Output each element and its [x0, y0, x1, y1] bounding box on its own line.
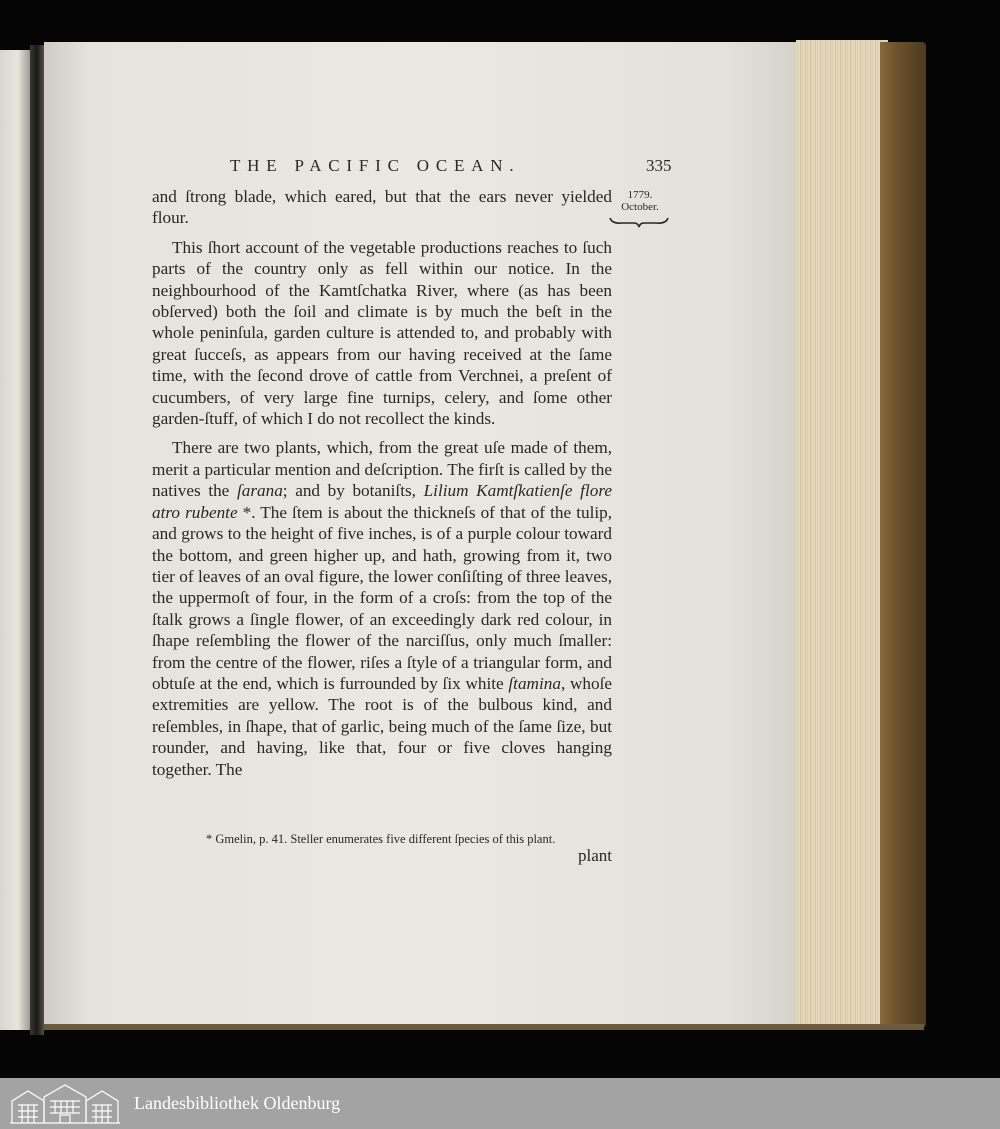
paragraph-text: ; and by botaniſts, [282, 481, 424, 501]
italic-text: ſarana [236, 481, 283, 501]
catchword: plant [578, 846, 612, 865]
paragraph-text: This ſhort account of the vegetable productions reaches to ſuch parts of the country only as fell within our notice. In the neighbourhood of the Kamtſchatka River, where (as has been obſerved) both the ſoil and climate is by much the beſt in the whole peninſula, garden culture is attended to, and probably with great ſucceſs, as appears from our having received at the ſame time, with the ſecond drove of cattle from Verchnei, a preſent of cucumbers, of very large fine turnips, celery, and ſome other garden-ſtuff, of which I do not recollect the kinds. [152, 237, 612, 429]
left-page-edge [0, 50, 30, 1030]
paragraph-text: *. The ſtem is about the thickneſs of that of the tulip, and grows to the height of five inches, is of a purple colour toward the bottom, and green higher up, and hath, growing from it, two tier of leaves of an oval figure, the lower conſiſting of three leaves, the uppermoſt of four, in the form of a croſs: from the top of the ſtalk grows a ſingle flower, of an exceedingly dark red colour, in ſhape reſembling the flower of the narciſſus, only much ſmaller: from the centre of the flower, riſes a ſtyle of a triangular form, and obtuſe at the end, which is furrounded by ſix white [152, 502, 613, 693]
italic-text: ſtamina [508, 673, 561, 693]
book-gutter [30, 45, 44, 1035]
italic-text: Lilium Kamtſkatienſe flore atro rubente [152, 481, 613, 522]
paragraph-text: , whoſe extremities are yellow. The root is of the bulbous kind, and reſembles, in ſhape, that of garlic, being much of the ſame ſize, but rounder, and having, like that, four or five cloves hanging together. The [152, 673, 612, 779]
book-bottom-edge [44, 1024, 924, 1030]
footnote: * Gmelin, p. 41. Steller enumerates five different ſpecies of this plant. [206, 832, 556, 846]
margin-note [612, 190, 668, 213]
page-fore-edge [796, 40, 888, 1030]
paragraph-text: There are two plants, which, from the great uſe made of them, merit a particular mention and deſcription. The firſt is called by the natives the [152, 438, 612, 501]
body-paragraph [152, 186, 612, 229]
book-cover-edge [880, 42, 926, 1028]
margin-note-month: October. [621, 201, 659, 213]
body-paragraph [152, 437, 612, 780]
paragraph-text: and ſtrong blade, which eared, but that the ears never yielded flour. [152, 187, 612, 228]
margin-brace-icon [608, 214, 670, 228]
library-building-icon [8, 1081, 122, 1125]
body-paragraph [152, 237, 612, 430]
running-head: THE PACIFIC OCEAN. [230, 156, 521, 175]
margin-note-year: 1779. [627, 189, 653, 201]
body-text [152, 186, 612, 780]
library-name: Landesbibliothek Oldenburg [134, 1093, 341, 1113]
page-number: 335 [646, 156, 672, 175]
